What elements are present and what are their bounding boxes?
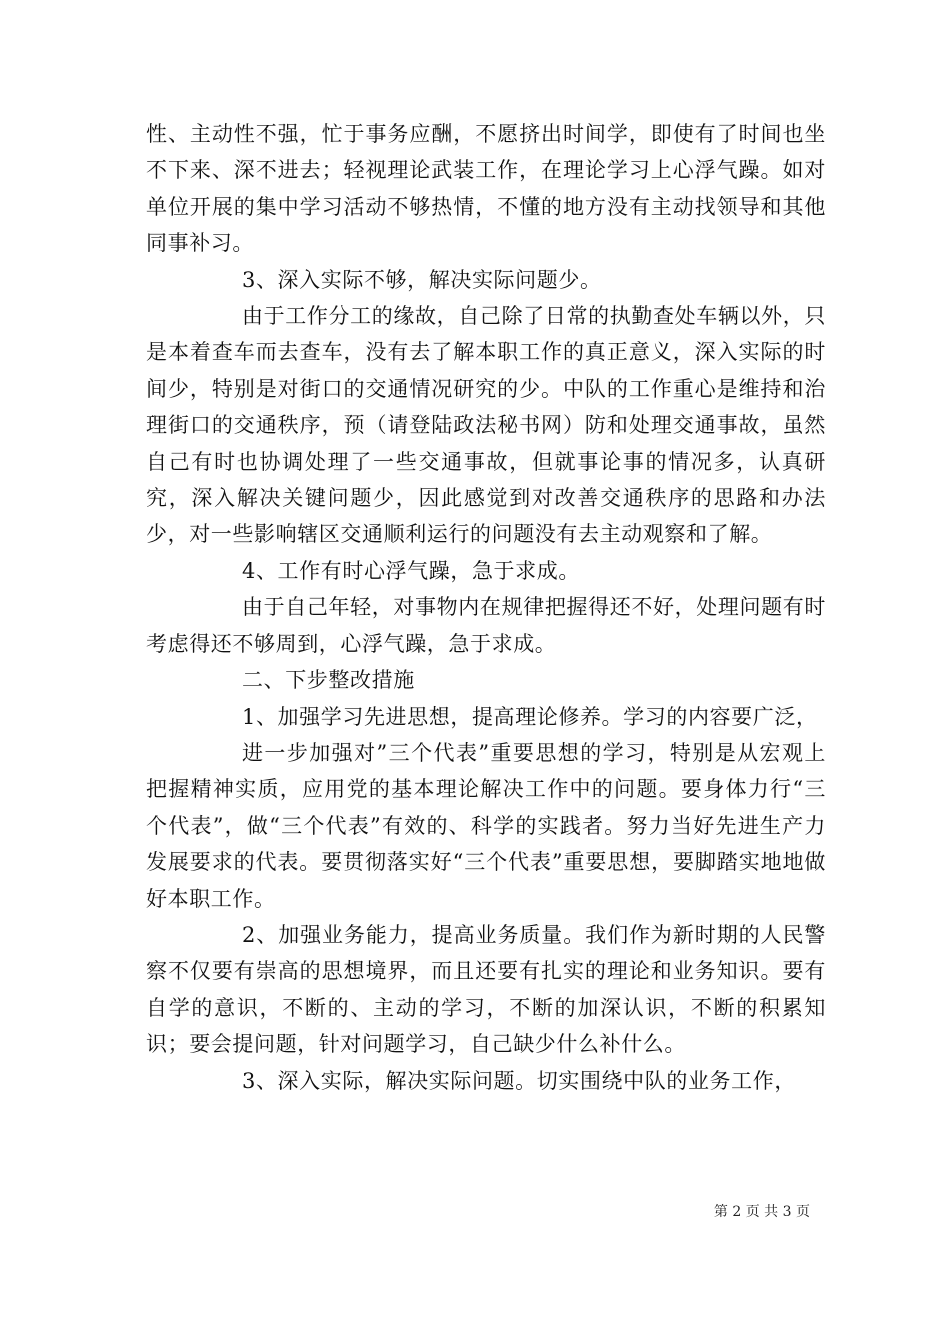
document-body <box>146 116 826 1099</box>
paragraph-9: 2、加强业务能力，提高业务质量。我们作为新时期的人民警察不仅要有崇高的思想境界，而且还要有扎实的理论和业务知识。要有自学的意识，不断的、主动的学习，不断的加深认识，不断的积累知识；要会提问题，针对问题学习，自己缺少什么补什么。 <box>146 922 826 1057</box>
paragraph-8: 进一步加强对”三个代表”重要思想的学习，特别是从宏观上把握精神实质，应用党的基本理论解决工作中的问题。要身体力行“三个代表”，做“三个代表”有效的、科学的实践者。努力当好先进生产力发展要求的代表。要贯彻落实好“三个代表”重要思想，要脚踏实地地做好本职工作。 <box>146 740 826 911</box>
section-heading: 二、下步整改措施 <box>242 668 415 693</box>
paragraph-2-heading: 3、深入实际不够，解决实际问题少。 <box>242 267 602 292</box>
paragraph-1: 性、主动性不强，忙于事务应酬，不愿挤出时间学，即使有了时间也坐不下来、深不进去；轻视理论武装工作，在理论学习上心浮气躁。如对单位开展的集中学习活动不够热情，不懂的地方没有主动找领导和其他同事补习。 <box>146 122 826 256</box>
paragraph-4-heading: 4、工作有时心浮气躁，急于求成。 <box>242 558 580 583</box>
paragraph-3: 由于工作分工的缘故，自己除了日常的执勤查处车辆以外，只是本着查车而去查车，没有去了解本职工作的真正意义，深入实际的时间少，特别是对街口的交通情况研究的少。中队的工作重心是维持和治理街口的交通秩序，预（请登陆政法秘书网）防和处理交通事故，虽然自己有时也协调处理了一些交通事故，但就事论事的情况多，认真研究，深入解决关键问题少，因此感觉到对改善交通秩序的思路和办法少，对一些影响辖区交通顺利运行的问题没有去主动观察和了解。 <box>146 304 826 547</box>
paragraph-5: 由于自己年轻，对事物内在规律把握得还不好，处理问题有时考虑得还不够周到，心浮气躁，急于求成。 <box>146 595 826 656</box>
page-number-footer: 第 2 页 共 3 页 <box>713 1204 810 1220</box>
paragraph-10: 3、深入实际，解决实际问题。切实围绕中队的业务工作， <box>242 1068 796 1093</box>
paragraph-7: 1、加强学习先进思想，提高理论修养。学习的内容要广泛， <box>242 704 818 729</box>
